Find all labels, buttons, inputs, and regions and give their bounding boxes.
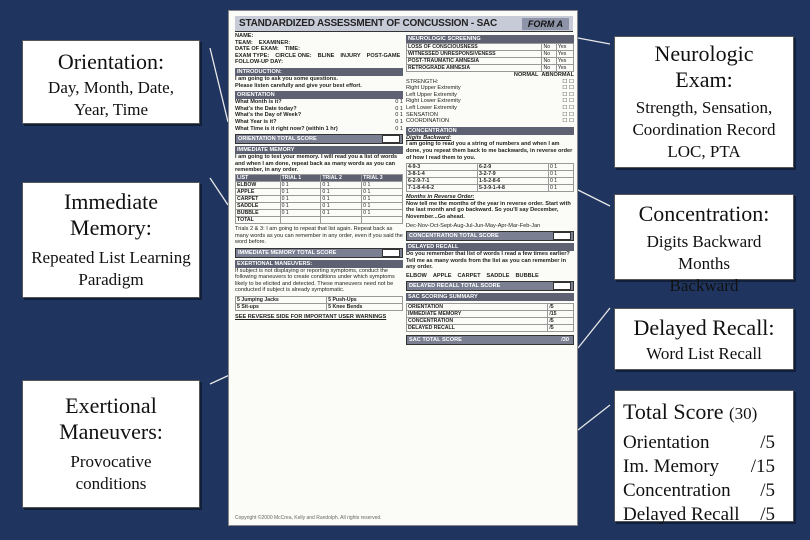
neuro-exam-line — [406, 118, 574, 125]
total-score-row-value: /5 — [760, 480, 775, 501]
header-field: EXAMINER: — [258, 39, 291, 46]
total-score-row — [623, 479, 785, 503]
concentration-heading: Concentration: — [638, 201, 770, 226]
digit-string: 6-2-9 — [477, 164, 548, 171]
exertional-item: 5 Push-Ups — [327, 297, 403, 304]
header-field-line — [235, 40, 403, 47]
neuro-exam-label: Right Upper Extremity — [406, 85, 461, 92]
immediate-memory-instructions: I am going to test your memory. I will read you a list of words and when I am done, repeat back as many words as you can remember, in any order. — [235, 154, 398, 174]
total-score-box — [614, 390, 794, 525]
digit-string: 5-3-9-1-4-8 — [477, 185, 548, 192]
introduction-heading: INTRODUCTION: — [235, 68, 403, 76]
delayed-word: BUBBLE — [515, 272, 539, 279]
total-score-row-label: Orientation — [623, 432, 710, 453]
neurologic-section-heading: NEUROLOGIC SCREENING — [406, 35, 574, 43]
delayed-words — [406, 273, 574, 280]
orientation-question — [235, 119, 403, 126]
header-field-line — [235, 53, 403, 60]
concentration-box — [614, 194, 794, 295]
header-field-line — [235, 59, 403, 66]
delayed-word: CARPET — [457, 272, 481, 279]
digit-string: 3-2-7-9 — [477, 171, 548, 178]
memory-trial-cell: 0 1 — [362, 181, 403, 188]
neuro-exam-checkbox: ☐ ☐ — [562, 85, 574, 92]
exertional-item: 5 Sit-ups — [236, 304, 327, 311]
neuro-col-headers — [406, 72, 574, 79]
exertional-sub: Provocative conditions — [70, 452, 152, 493]
total-score-row — [623, 431, 785, 455]
sac-total-score — [406, 335, 574, 345]
memory-word: ELBOW — [236, 181, 281, 188]
neuro-exam-checkbox: ☐ ☐ — [562, 104, 574, 111]
delayed-recall-box — [614, 308, 794, 370]
digit-score: 0 1 — [548, 185, 573, 192]
memory-total-row — [236, 216, 403, 223]
summary-value: /5 — [548, 325, 574, 332]
orientation-question — [235, 106, 403, 113]
header-field: FOLLOW-UP DAY: — [235, 59, 283, 66]
header-field: TIME: — [284, 46, 300, 53]
memory-trial-cell: 0 1 — [280, 195, 321, 202]
connector-total — [578, 405, 610, 430]
orientation-box — [22, 40, 200, 124]
memory-header: TRIAL 1 — [280, 174, 321, 181]
digit-string: 3-8-1-4 — [407, 171, 478, 178]
neuro-exam-line — [406, 112, 574, 119]
header-field-line — [235, 33, 403, 40]
neurologic-exam-box — [614, 36, 794, 168]
memory-word: APPLE — [236, 188, 281, 195]
digits-row — [407, 171, 574, 178]
memory-trial-cell: 0 1 — [280, 209, 321, 216]
total-score-rows — [623, 431, 785, 527]
memory-trial-cell: 0 1 — [362, 209, 403, 216]
copyright: Copyright ©2000 McCrea, Kelly and Randolph. All rights reserved. — [235, 515, 382, 521]
exertional-table — [235, 296, 403, 311]
delayed-word: SADDLE — [486, 272, 510, 279]
orientation-question-score: 0 1 — [395, 99, 403, 106]
immediate-memory-section-heading: IMMEDIATE MEMORY — [235, 146, 403, 154]
concentration-total-label: CONCENTRATION TOTAL SCORE — [409, 233, 499, 240]
trials-note: Trials 2 & 3: I am going to repeat that list again. Repeat back as many words as you can remember in any order, even if you said the word before. — [235, 225, 403, 246]
months-instructions: Now tell me the months of the year in reverse order. Start with the last month and go backward. So you'll say December, November...Go ahead. — [406, 200, 571, 220]
header-field-line — [235, 46, 403, 53]
neurologic-heading: Neurologic Exam: — [654, 41, 754, 92]
digit-score: 0 1 — [548, 164, 573, 171]
header-field: NAME: — [235, 33, 254, 39]
neuro-item: POST-TRAUMATIC AMNESIA — [407, 58, 542, 65]
neuro-row — [407, 51, 574, 58]
neuro-exam-line — [406, 92, 574, 99]
connector-orientation — [210, 48, 228, 122]
summary-label: DELAYED RECALL — [407, 325, 548, 332]
neuro-exam-checkbox: ☐ ☐ — [562, 118, 574, 125]
memory-row — [236, 209, 403, 216]
exertional-item: 5 Knee Bends — [327, 304, 403, 311]
neuro-exam-line — [406, 105, 574, 112]
digit-string: 1-5-2-8-6 — [477, 178, 548, 185]
exertional-row — [236, 297, 403, 304]
strength-lines — [406, 79, 574, 125]
neuro-exam-checkbox: ☐ ☐ — [562, 78, 574, 85]
intro-lines — [235, 76, 403, 89]
neuro-item: RETROGRADE AMNESIA — [407, 65, 542, 72]
connector-neurologic — [578, 38, 610, 44]
immediate-memory-box — [22, 182, 200, 298]
memory-total-cell — [280, 216, 321, 223]
orientation-question-text: What Month is it? — [235, 99, 282, 106]
form-title-bar — [235, 16, 573, 32]
neuro-normal-header: NORMAL — [513, 72, 539, 78]
memory-trial-cell: 0 1 — [321, 181, 362, 188]
memory-word: BUBBLE — [236, 209, 281, 216]
digits-row — [407, 164, 574, 171]
delayed-instructions: Do you remember that list of words I read a few times earlier? Tell me as many words from the list as you can remember in any order. — [406, 251, 570, 271]
connector-immediate — [210, 178, 228, 205]
orientation-question-score: 0 1 — [395, 125, 403, 132]
digits-row — [407, 185, 574, 192]
neurologic-table — [406, 43, 574, 72]
sac-total-value: /30 — [561, 337, 569, 344]
orientation-question-text: What Time is it right now? (within 1 hr) — [235, 125, 338, 132]
header-field: DATE OF EXAM: — [235, 46, 279, 53]
neuro-yes: Yes — [556, 51, 573, 58]
sac-form-image — [228, 10, 578, 526]
digit-string: 4-9-3 — [407, 164, 478, 171]
orientation-question-text: What's the Day of Week? — [235, 112, 302, 119]
immediate-memory-total-score — [235, 248, 403, 258]
orientation-question-text: What's the Date today? — [235, 105, 297, 112]
memory-total-cell — [321, 216, 362, 223]
summary-label: CONCENTRATION — [407, 318, 548, 325]
delayed-recall-heading: Delayed Recall: — [633, 315, 775, 340]
memory-row — [236, 181, 403, 188]
immediate-memory-heading: Immediate Memory: — [63, 189, 159, 240]
orientation-question — [235, 112, 403, 119]
summary-section-heading: SAC SCORING SUMMARY — [406, 293, 574, 301]
total-score-row — [623, 455, 785, 479]
summary-value: /5 — [548, 318, 574, 325]
neuro-exam-line — [406, 79, 574, 86]
neuro-exam-label: Left Lower Extremity — [406, 104, 457, 111]
digits-row — [407, 178, 574, 185]
memory-row — [236, 202, 403, 209]
delayed-word: ELBOW — [406, 272, 427, 279]
concentration-section-heading: CONCENTRATION — [406, 127, 574, 135]
total-score-label: Total Score — [623, 399, 724, 424]
summary-row — [407, 311, 574, 318]
total-score-row-value: /15 — [750, 456, 775, 477]
total-score-row-value: /5 — [760, 504, 775, 525]
neurologic-sub: Strength, Sensation, Coordination Record LOC, PTA — [632, 98, 776, 161]
delayed-recall-sub: Word List Recall — [646, 344, 762, 363]
memory-trial-cell: 0 1 — [362, 188, 403, 195]
total-score-row — [623, 503, 785, 527]
exertional-text: If subject is not displaying or reporting symptoms, conduct the following maneuvers to create conditions under which symptoms likely to be elicited and detected. These maneuvers need not be conducted if subject is already symptomatic. — [235, 267, 395, 294]
total-score-row-value: /5 — [760, 432, 775, 453]
orientation-question — [235, 126, 403, 133]
intro-line: Please listen carefully and give your best effort. — [235, 82, 362, 89]
months-row: Dec-Nov-Oct-Sept-Aug-Jul-Jun-May-Apr-Mar-Feb-Jan — [406, 222, 541, 229]
memory-total-label: TOTAL — [236, 216, 281, 223]
memory-header: TRIAL 3 — [362, 174, 403, 181]
orientation-question-score: 0 1 — [395, 118, 403, 125]
total-score-row-label: Delayed Recall — [623, 504, 740, 525]
digits-title: Digits Backward: — [406, 134, 452, 141]
digit-score: 0 1 — [548, 171, 573, 178]
orientation-total-label: ORIENTATION TOTAL SCORE — [238, 136, 317, 143]
digit-string: 6-2-9-7-1 — [407, 178, 478, 185]
orientation-question-score: 0 1 — [395, 112, 403, 119]
digits-table — [406, 163, 574, 192]
neuro-exam-checkbox: ☐ ☐ — [562, 111, 574, 118]
neuro-no: No — [542, 58, 556, 65]
header-field: BLINE — [317, 52, 335, 59]
orientation-question — [235, 99, 403, 106]
header-field: EXAM TYPE: — [235, 52, 270, 59]
connector-concentration — [578, 190, 610, 206]
digit-score: 0 1 — [548, 178, 573, 185]
memory-trial-cell: 0 1 — [280, 188, 321, 195]
concentration-total-score — [406, 231, 574, 241]
neuro-exam-checkbox: ☐ ☐ — [562, 98, 574, 105]
memory-trial-cell: 0 1 — [321, 209, 362, 216]
orientation-total-score — [235, 134, 403, 144]
neuro-exam-label: SENSATION — [406, 111, 438, 118]
summary-row — [407, 318, 574, 325]
exertional-heading: Exertional Maneuvers: — [59, 393, 163, 444]
exertional-section-heading: EXERTIONAL MANEUVERS: — [235, 260, 403, 268]
memory-total-cell — [362, 216, 403, 223]
neuro-yes: Yes — [556, 58, 573, 65]
orientation-items — [235, 99, 403, 132]
summary-value: /5 — [548, 304, 574, 311]
header-field: POST-GAME — [366, 52, 401, 59]
memory-row — [236, 195, 403, 202]
neuro-no: No — [542, 51, 556, 58]
summary-value: /15 — [548, 311, 574, 318]
neuro-exam-label: Right Lower Extremity — [406, 98, 461, 105]
neuro-yes: Yes — [556, 65, 573, 72]
neuro-item: LOSS OF CONSCIOUSNESS — [407, 44, 542, 51]
neuro-no: No — [542, 65, 556, 72]
delayed-recall-section-heading: DELAYED RECALL — [406, 243, 574, 251]
memory-header: TRIAL 2 — [321, 174, 362, 181]
memory-trial-cell: 0 1 — [321, 188, 362, 195]
neuro-row — [407, 44, 574, 51]
memory-word: CARPET — [236, 195, 281, 202]
summary-table — [406, 303, 574, 332]
immediate-memory-sub: Repeated List Learning Paradigm — [31, 248, 191, 289]
summary-label: IMMEDIATE MEMORY — [407, 311, 548, 318]
form-left-column — [235, 33, 403, 321]
memory-row — [236, 188, 403, 195]
header-fields — [235, 33, 403, 66]
memory-trial-cell: 0 1 — [280, 181, 321, 188]
neuro-abnormal-header: ABNORMAL — [541, 72, 574, 78]
neuro-exam-label: COORDINATION — [406, 118, 450, 125]
neuro-exam-checkbox: ☐ ☐ — [562, 91, 574, 98]
orientation-question-text: What Year is it? — [235, 118, 277, 125]
form-a-label: FORM A — [522, 18, 569, 30]
neuro-no: No — [542, 44, 556, 51]
neuro-exam-label: Left Upper Extremity — [406, 91, 457, 98]
memory-trial-cell: 0 1 — [362, 195, 403, 202]
memory-header: LIST — [236, 174, 281, 181]
delayed-word: APPLE — [432, 272, 452, 279]
neuro-exam-line — [406, 85, 574, 92]
sac-total-label: SAC TOTAL SCORE — [409, 337, 462, 344]
total-score-row-label: Concentration — [623, 480, 731, 501]
orientation-question-score: 0 1 — [395, 105, 403, 112]
neuro-yes: Yes — [556, 44, 573, 51]
intro-line: I am going to ask you some questions. — [235, 75, 338, 82]
total-score-suffix: (30) — [728, 404, 758, 423]
memory-trial-cell: 0 1 — [321, 195, 362, 202]
delayed-recall-total-score — [406, 281, 574, 291]
digit-string: 7-1-8-4-6-2 — [407, 185, 478, 192]
exertional-maneuvers-box — [22, 380, 200, 508]
total-score-row-label: Im. Memory — [623, 456, 720, 477]
neuro-row — [407, 65, 574, 72]
memory-trial-cell: 0 1 — [280, 202, 321, 209]
memory-trial-cell: 0 1 — [362, 202, 403, 209]
user-warning: SEE REVERSE SIDE FOR IMPORTANT USER WARNINGS — [235, 314, 387, 321]
orientation-sub: Day, Month, Date, Year, Time — [48, 78, 174, 119]
neuro-row — [407, 58, 574, 65]
memory-header-row — [236, 174, 403, 181]
total-score-heading — [623, 399, 785, 427]
memory-trial-cell: 0 1 — [321, 202, 362, 209]
immediate-memory-total-label: IMMEDIATE MEMORY TOTAL SCORE — [238, 249, 337, 256]
delayed-recall-total-label: DELAYED RECALL TOTAL SCORE — [409, 283, 501, 290]
memory-word: SADDLE — [236, 202, 281, 209]
neuro-item: WITNESSED UNRESPONSIVENESS — [407, 51, 542, 58]
header-field: INJURY — [340, 52, 361, 59]
neuro-exam-line — [406, 98, 574, 105]
summary-label: ORIENTATION — [407, 304, 548, 311]
digits-instructions: I am going to read you a string of numbers and when I am done, you repeat them back to me backwards, in reverse order of how I read them to you. — [406, 141, 573, 161]
connector-delayed — [578, 308, 610, 348]
memory-trials-table — [235, 174, 403, 224]
orientation-heading: Orientation: — [57, 49, 165, 74]
orientation-section-heading: ORIENTATION — [235, 91, 403, 99]
form-title: STANDARDIZED ASSESSMENT OF CONCUSSION - SAC — [239, 18, 498, 29]
header-field: CIRCLE ONE: — [275, 52, 312, 59]
exertional-row — [236, 304, 403, 311]
concentration-sub: Digits Backward Months Backward — [646, 232, 762, 295]
months-title: Months in Reverse Order: — [406, 194, 475, 201]
form-right-column — [406, 33, 574, 345]
neuro-exam-label: STRENGTH: — [406, 78, 439, 85]
summary-row — [407, 304, 574, 311]
summary-row — [407, 325, 574, 332]
exertional-item: 5 Jumping Jacks — [236, 297, 327, 304]
header-field: TEAM: — [235, 39, 253, 46]
